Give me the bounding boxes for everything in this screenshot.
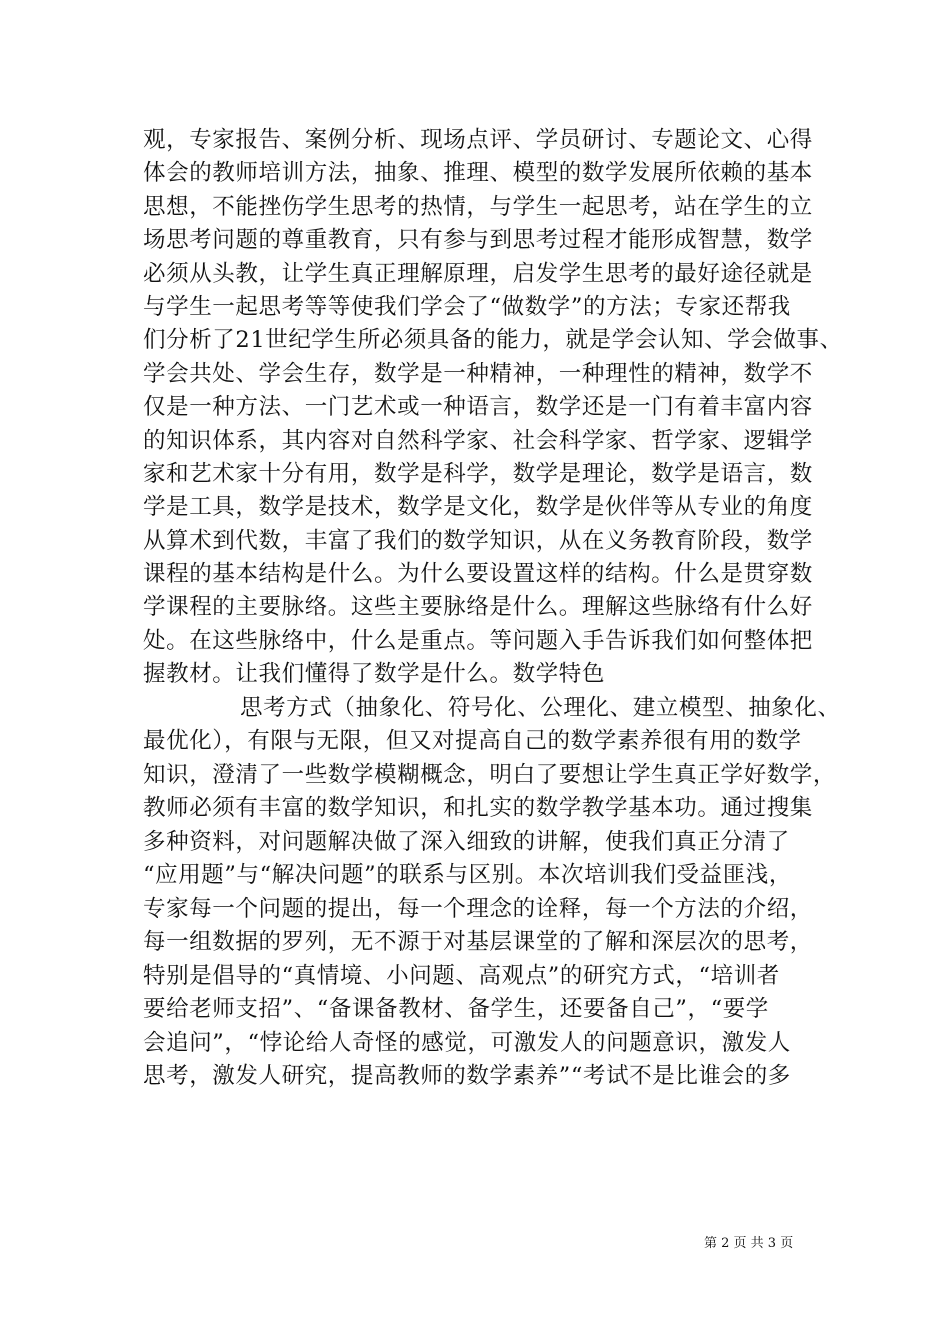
text-line: 思想，不能挫伤学生思考的热情，与学生一起思考，站在学生的立 — [143, 194, 813, 220]
text-line: 必须从头教，让学生真正理解原理，启发学生思考的最好途径就是 — [143, 261, 813, 287]
text-line: 握教材。让我们懂得了数学是什么。数学特色 — [143, 661, 606, 687]
text-line: 学是工具，数学是技术，数学是文化，数学是伙伴等从专业的角度 — [143, 494, 813, 520]
text-line: 知识，澄清了一些数学模糊概念，明白了要想让学生真正学好数学， — [143, 762, 837, 788]
text-line: 课程的基本结构是什么。为什么要设置这样的结构。什么是贯穿数 — [143, 561, 813, 587]
text-line: 观，专家报告、案例分析、现场点评、学员研讨、专题论文、心得 — [143, 127, 813, 153]
text-line: 仅是一种方法、一门艺术或一种语言，数学还是一门有着丰富内容 — [143, 394, 813, 420]
text-line: 们分析了21世纪学生所必须具备的能力，就是学会认知、学会做事、 — [143, 327, 843, 353]
text-line: 教师必须有丰富的数学知识，和扎实的数学教学基本功。通过搜集 — [143, 795, 813, 821]
text-line: 思考，激发人研究，提高教师的数学素养”“考试不是比谁会的多 — [143, 1063, 791, 1089]
text-line: 要给老师支招”、“备课备教材、备学生，还要备自己”，“要学 — [143, 996, 769, 1022]
text-line: 家和艺术家十分有用，数学是科学，数学是理论，数学是语言，数 — [143, 461, 813, 487]
text-line: 从算术到代数，丰富了我们的数学知识，从在义务教育阶段，数学 — [143, 528, 813, 554]
text-line: 的知识体系，其内容对自然科学家、社会科学家、哲学家、逻辑学 — [143, 428, 813, 454]
text-line: 最优化），有限与无限，但又对提高自己的数学素养很有用的数学 — [143, 728, 802, 754]
text-line: 场思考问题的尊重教育，只有参与到思考过程才能形成智慧，数学 — [143, 227, 813, 253]
text-line: 多种资料，对问题解决做了深入细致的讲解，使我们真正分清了 — [143, 829, 790, 855]
text-line: 会追问”，“悖论给人奇怪的感觉，可激发人的问题意识，激发人 — [143, 1030, 791, 1056]
text-line-indented: 思考方式（抽象化、符号化、公理化、建立模型、抽象化、 — [240, 695, 841, 721]
text-line: 每一组数据的罗列，无不源于对基层课堂的了解和深层次的思考， — [143, 929, 813, 955]
text-line: 处。在这些脉络中，什么是重点。等问题入手告诉我们如何整体把 — [143, 628, 813, 654]
text-line: 学会共处、学会生存，数学是一种精神，一种理性的精神，数学不 — [143, 361, 813, 387]
text-line: 特别是倡导的“真情境、小问题、高观点”的研究方式，“培训者 — [143, 963, 780, 989]
text-line: “应用题”与“解决问题”的联系与区别。本次培训我们受益匪浅， — [143, 862, 793, 888]
text-line: 学课程的主要脉络。这些主要脉络是什么。理解这些脉络有什么好 — [143, 594, 813, 620]
text-line: 与学生一起思考等等使我们学会了“做数学”的方法；专家还帮我 — [143, 294, 791, 320]
page-number-footer: 第 2 页 共 3 页 — [704, 1236, 794, 1251]
text-line: 体会的教师培训方法，抽象、推理、模型的数学发展所依赖的基本 — [143, 160, 813, 186]
text-line: 专家每一个问题的提出，每一个理念的诠释，每一个方法的介绍， — [143, 896, 813, 922]
